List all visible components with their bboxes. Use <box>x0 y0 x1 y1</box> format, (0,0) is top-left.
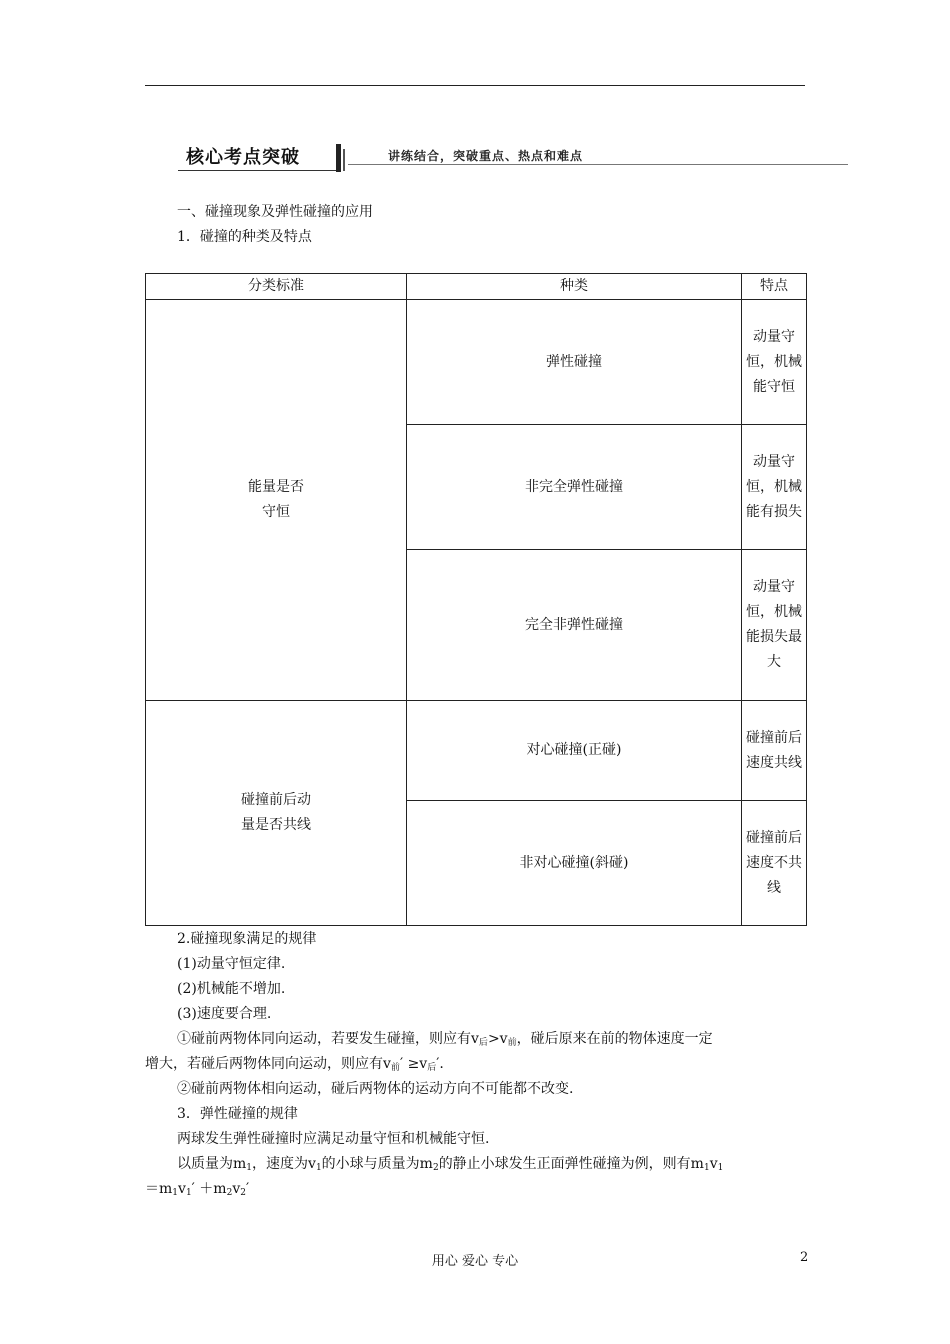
subscript: 后 <box>478 1038 488 1048</box>
text: 增大，若碰后两物体同向运动，则应有v <box>145 1056 391 1072</box>
header-feature: 特点 <box>742 274 807 300</box>
feature-text: 动量守恒，机械能损失最大 <box>746 579 802 670</box>
subscript: 1 <box>172 1188 179 1198</box>
banner-bar-thin <box>343 149 345 171</box>
kind-cell: 对心碰撞(正碰) <box>407 701 742 801</box>
section1-sub1: 1．碰撞的种类及特点 <box>177 229 312 245</box>
rule-3: (3)速度要合理. <box>177 1006 272 1022</box>
standard-collinear-cell <box>146 701 407 926</box>
text: ′ ＋m <box>191 1181 227 1197</box>
subscript: 2 <box>226 1188 233 1198</box>
text: v <box>709 1156 718 1172</box>
standard-energy: 能量是否守恒 <box>248 479 304 520</box>
feature-text: 动量守恒，机械能守恒 <box>746 328 802 395</box>
table-row <box>146 701 807 801</box>
kind-cell: 非对心碰撞(斜碰) <box>407 801 742 926</box>
header-rule <box>145 85 805 86</box>
section3-line1: 两球发生弹性碰撞时应满足动量守恒和机械能守恒. <box>177 1131 490 1147</box>
header-standard: 分类标准 <box>146 274 407 300</box>
text: ①碰前两物体同向运动，若要发生碰撞，则应有v <box>177 1031 479 1047</box>
text: ′ ≥v <box>399 1056 428 1072</box>
feature-cell <box>742 701 807 801</box>
text: v <box>178 1181 186 1197</box>
feature-text: 碰撞前后速度共线 <box>746 729 802 771</box>
rule-2: (2)机械能不增加. <box>177 981 286 997</box>
text: ＝m <box>145 1181 173 1197</box>
subscript: 1 <box>703 1163 710 1173</box>
text: ，碰后原来在前的物体速度一定 <box>516 1031 713 1047</box>
table-header-row <box>146 274 807 300</box>
collision-table <box>145 273 807 926</box>
feature-cell <box>742 425 807 550</box>
section3-line3 <box>145 1179 249 1203</box>
section3-line2 <box>177 1154 723 1178</box>
standard-collinear: 碰撞前后动量是否共线 <box>241 792 311 833</box>
text: 以质量为m <box>177 1156 247 1172</box>
feature-cell <box>742 300 807 425</box>
text: 的小球与质量为m <box>321 1156 433 1172</box>
feature-text: 动量守恒，机械能有损失 <box>746 453 802 520</box>
subscript: 2 <box>240 1188 246 1198</box>
kind-cell: 弹性碰撞 <box>407 300 742 425</box>
subscript: 后 <box>427 1063 437 1073</box>
feature-text: 碰撞前后速度不共线 <box>746 829 802 896</box>
feature-cell <box>742 801 807 926</box>
page-number: 2 <box>800 1250 809 1265</box>
condition-1-line2 <box>145 1054 444 1078</box>
section2-title: 2.碰撞现象满足的规律 <box>177 931 317 947</box>
footer-motto: 用心 爱心 专心 <box>431 1254 519 1269</box>
kind-cell: 完全非弹性碰撞 <box>407 550 742 701</box>
standard-energy-cell <box>146 300 407 701</box>
banner-bar <box>336 144 341 172</box>
subscript: 1 <box>717 1163 724 1173</box>
section1-heading: 一、碰撞现象及弹性碰撞的应用 <box>177 204 373 220</box>
subscript: 1 <box>246 1163 253 1173</box>
subscript: 前 <box>507 1038 517 1048</box>
text: 的静止小球发生正面弹性碰撞为例，则有m <box>438 1156 704 1172</box>
kind-cell: 非完全弹性碰撞 <box>407 425 742 550</box>
rule-1: (1)动量守恒定律. <box>177 956 286 972</box>
text: ′. <box>436 1056 444 1072</box>
condition-1-line1 <box>177 1029 713 1053</box>
subscript: 1 <box>315 1163 322 1173</box>
banner-title: 核心考点突破 <box>178 145 336 171</box>
text: ′ <box>245 1181 250 1197</box>
text: ，速度为v <box>252 1156 316 1172</box>
table-row <box>146 300 807 425</box>
banner-underline <box>348 164 848 165</box>
section3-title: 3．弹性碰撞的规律 <box>177 1106 298 1122</box>
header-kind: 种类 <box>407 274 742 300</box>
section-banner <box>178 141 848 175</box>
condition-2: ②碰前两物体相向运动，碰后两物体的运动方向不可能都不改变. <box>177 1081 574 1097</box>
banner-subtitle: 讲练结合，突破重点、热点和难点 <box>388 149 584 163</box>
feature-cell <box>742 550 807 701</box>
text: >v <box>487 1031 508 1047</box>
text: v <box>232 1181 241 1197</box>
subscript: 前 <box>390 1063 400 1073</box>
subscript: 2 <box>432 1163 439 1173</box>
subscript: 1 <box>185 1188 192 1198</box>
